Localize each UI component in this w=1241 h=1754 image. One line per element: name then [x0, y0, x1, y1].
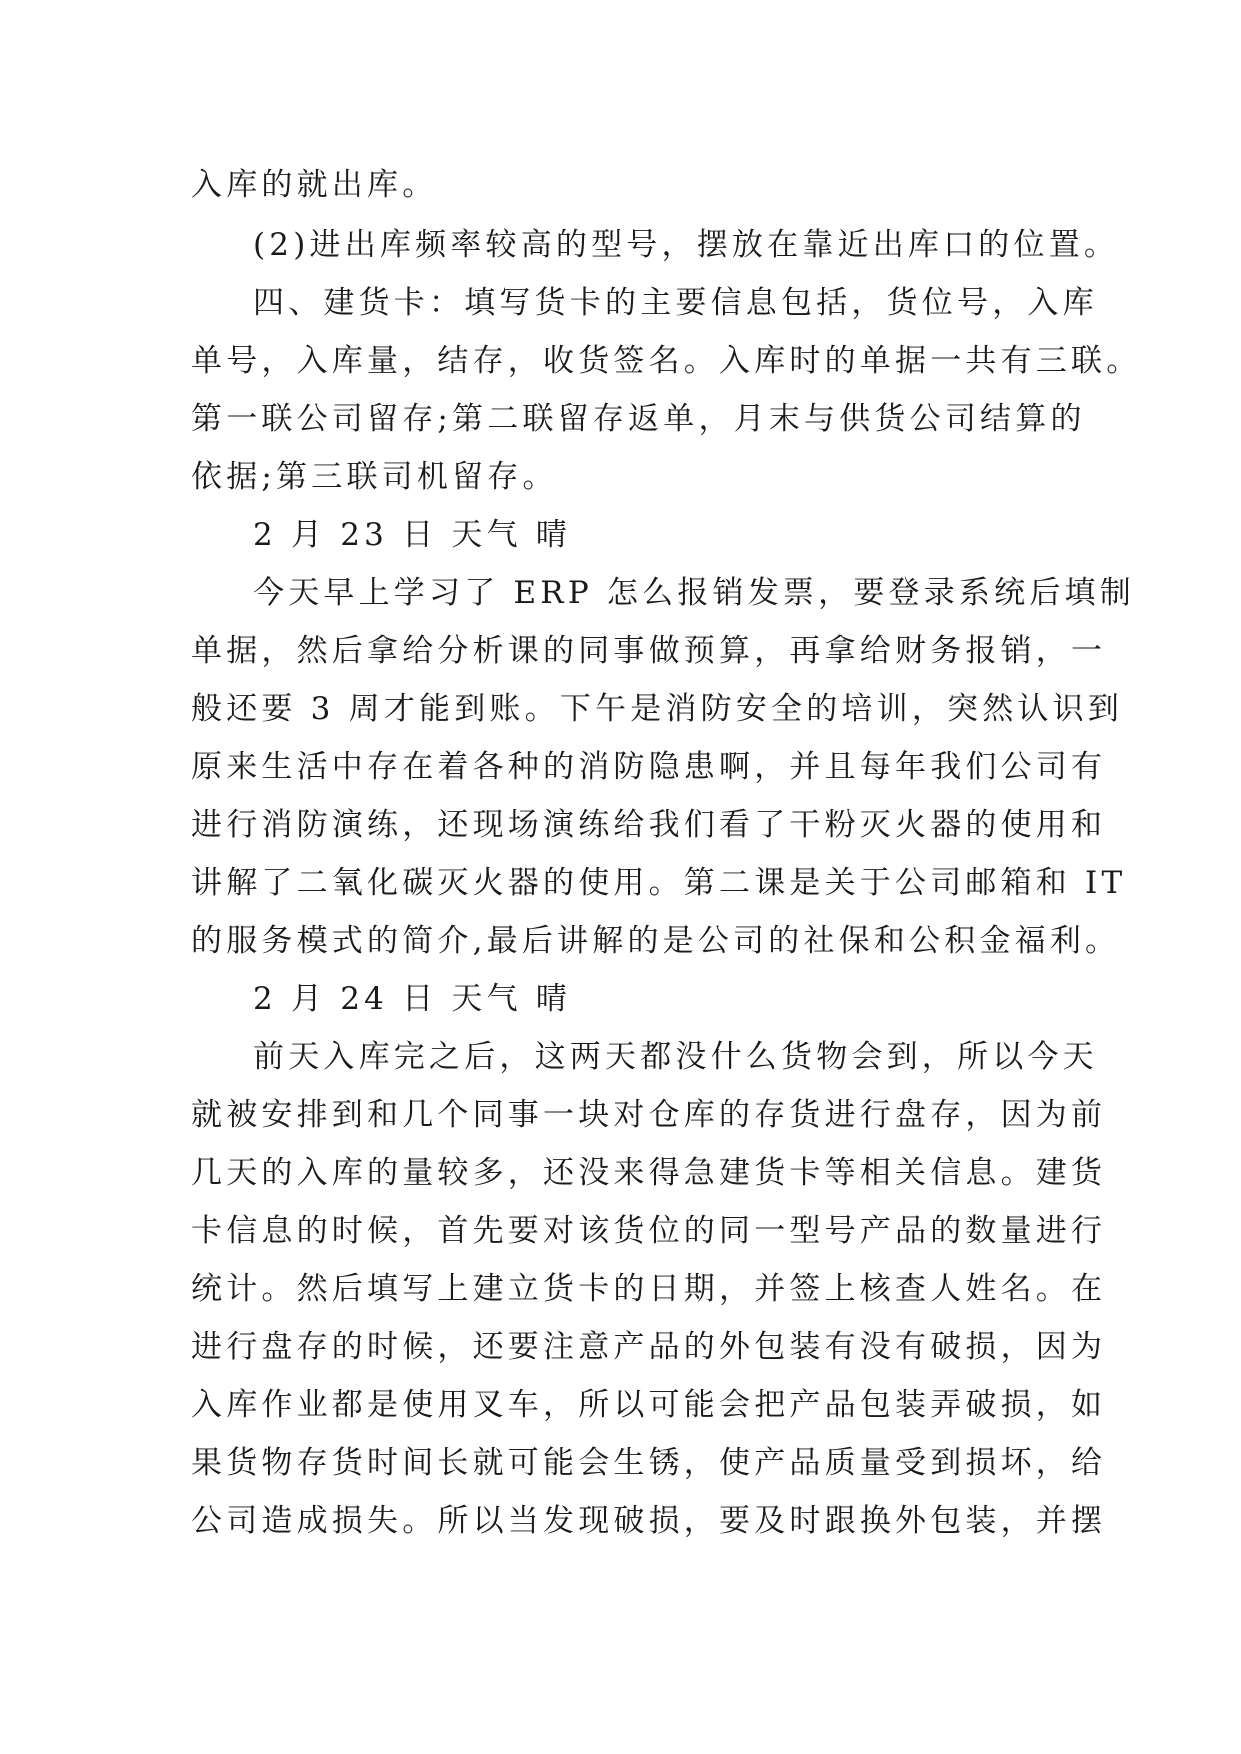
text-line: 般还要 3 周才能到账。下午是消防安全的培训，突然认识到 [191, 691, 1124, 727]
text-line: 入库的就出库。 [191, 167, 438, 203]
text-line: 第一联公司留存;第二联留存返单，月末与供货公司结算的 [191, 401, 1086, 437]
text-line: 原来生活中存在着各种的消防隐患啊，并且每年我们公司有 [191, 749, 1107, 785]
text-line: 单据，然后拿给分析课的同事做预算，再拿给财务报销，一 [191, 633, 1107, 669]
text-line: 单号，入库量，结存，收货签名。入库时的单据一共有三联。 [191, 343, 1142, 379]
text-line: 几天的入库的量较多，还没来得急建货卡等相关信息。建货 [191, 1155, 1107, 1191]
text-line: 前天入库完之后，这两天都没什么货物会到，所以今天 [253, 1039, 1098, 1075]
text-line: 依据;第三联司机留存。 [191, 459, 558, 495]
text-line: 的服务模式的简介,最后讲解的是公司的社保和公积金福利。 [191, 923, 1121, 959]
text-line: (2)进出库频率较高的型号，摆放在靠近出库口的位置。 [253, 227, 1120, 263]
text-line: 就被安排到和几个同事一块对仓库的存货进行盘存，因为前 [191, 1097, 1107, 1133]
date-heading: 2 月 24 日 天气 晴 [253, 981, 572, 1017]
text-line: 果货物存货时间长就可能会生锈，使产品质量受到损坏，给 [191, 1445, 1107, 1481]
text-line: 卡信息的时候，首先要对该货位的同一型号产品的数量进行 [191, 1213, 1107, 1249]
text-line: 进行消防演练，还现场演练给我们看了干粉灭火器的使用和 [191, 807, 1107, 843]
date-heading: 2 月 23 日 天气 晴 [253, 517, 572, 553]
text-line: 四、建货卡：填写货卡的主要信息包括，货位号，入库 [253, 285, 1098, 321]
text-line: 讲解了二氧化碳灭火器的使用。第二课是关于公司邮箱和 IT [191, 865, 1127, 901]
text-line: 统计。然后填写上建立货卡的日期，并签上核查人姓名。在 [191, 1271, 1107, 1307]
text-line: 今天早上学习了 ERP 怎么报销发票，要登录系统后填制 [253, 575, 1135, 611]
text-line: 进行盘存的时候，还要注意产品的外包装有没有破损，因为 [191, 1329, 1107, 1365]
text-line: 公司造成损失。所以当发现破损，要及时跟换外包装，并摆 [191, 1503, 1107, 1539]
text-line: 入库作业都是使用叉车，所以可能会把产品包装弄破损，如 [191, 1387, 1107, 1423]
